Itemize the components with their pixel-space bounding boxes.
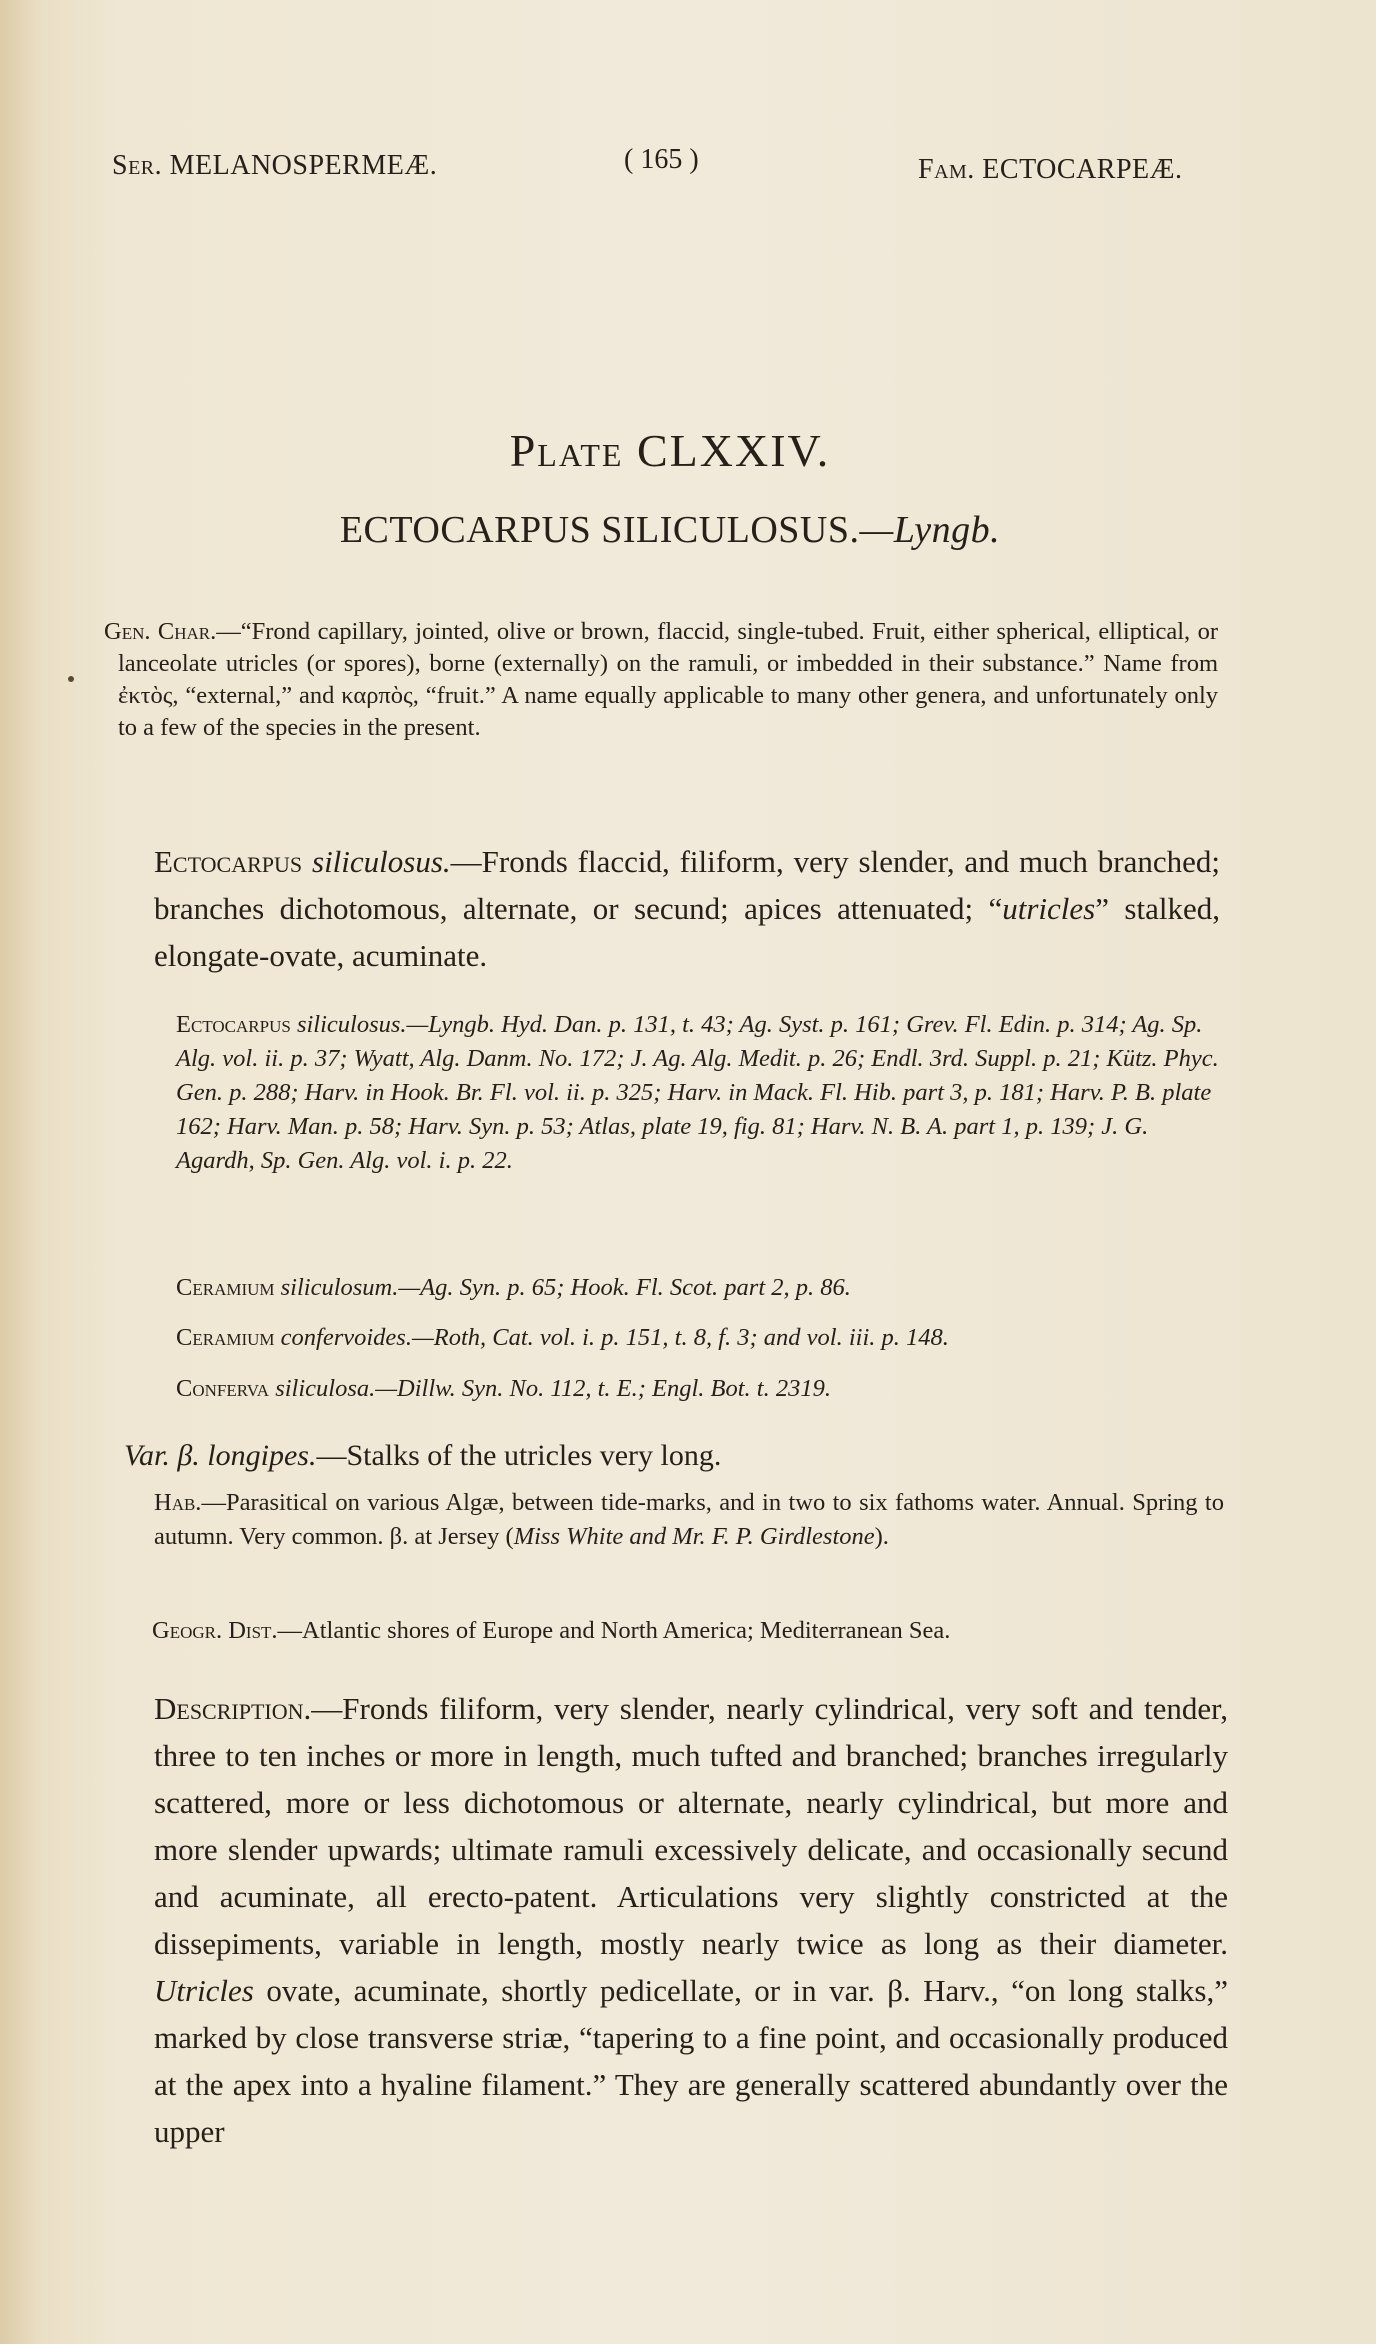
distribution-text: —Atlantic shores of Europe and North America; Mediterranean Sea. [277,1617,951,1644]
description-text-2: ovate, acuminate, shortly pedicellate, or in var. β. Harv., “on long stalks,” marked by close transverse striæ, “tapering to a fine point, and occasionally produced at the apex into a hyaline filament.” They are generally scattered abundantly over the upper [154,1973,1228,2149]
variety-text: —Stalks of the utricles very long. [316,1439,722,1472]
synonym-entry [176,1008,1222,1178]
habitat [124,1486,1224,1554]
habitat-text: —Parasitical on various Algæ, between tide-marks, and in two to six fathoms water. Annual. Spring to autumn. Very common. β. at Jersey ( [154,1489,1224,1550]
distribution-label: Geogr. Dist. [152,1617,278,1644]
geographical-distribution [152,1614,1222,1648]
ink-speck [68,676,74,682]
synonym-entry [176,1321,1222,1355]
running-head-series: Ser. MELANOSPERMEÆ. [112,150,438,181]
diagnosis-text-2: ” stalked, elongate-ovate, acuminate. [154,891,1220,973]
description-label: Description. [154,1691,312,1726]
diagnosis-utricles: utricles [1002,891,1096,926]
species-diagnosis [120,838,1220,979]
variety-label: Var. β. longipes. [124,1439,317,1472]
diagnosis-species: siliculosus. [312,844,451,879]
species-title [0,508,1340,552]
habitat-end: ). [874,1523,889,1550]
synonym-text: confervoides.—Roth, Cat. vol. i. p. 151, t. 8, f. 3; and vol. iii. p. 148. [280,1324,949,1351]
generic-character [104,616,1219,744]
synonym-genus: Ceramium [176,1274,275,1301]
synonym-text: siliculosa.—Dillw. Syn. No. 112, t. E.; Engl. Bot. t. 2319. [275,1375,831,1402]
synonym-text: siliculosum.—Ag. Syn. p. 65; Hook. Fl. Scot. part 2, p. 86. [280,1274,851,1301]
synonym-text: siliculosus.—Lyngb. Hyd. Dan. p. 131, t. 43; Ag. Syst. p. 161; Grev. Fl. Edin. p. 314; Ag. Sp. Alg. vol. ii. p. 37; Wyatt, Alg. Danm. No. 172; J. Ag. Alg. Medit. p. 26; Endl. 3rd. Suppl. p. 21; Kütz. Phyc. Gen. p. 288; Harv. in Hook. Br. Fl. vol. ii. p. 325; Harv. in Mack. Fl. Hib. part 3, p. 181; Harv. P. B. plate 162; Harv. Man. p. 58; Harv. Syn. p. 53; Atlas, plate 19, fig. 81; Harv. N. B. A. part 1, p. 139; J. G. Agardh, Sp. Gen. Alg. vol. i. p. 22. [176,1011,1219,1174]
running-head [0,144,1376,190]
description-utricles: Utricles [154,1973,254,2008]
gen-char-text: —“Frond capillary, jointed, olive or brown, flaccid, single-tubed. Fruit, either spherical, elliptical, or lanceolate utricles (or spores), borne (externally) on the ramuli, or imbedded in their substance.” Name from ἐκτὸς, “external,” and καρπὸς, “fruit.” A name equally applicable to many other genera, and unfortunately only to a few of the species in the present. [118,618,1219,741]
diagnosis-text-1: —Fronds flaccid, filiform, very slender, and much branched; branches dichotomous, alternate, or secund; apices attenuated; “ [154,844,1220,926]
diagnosis-genus: Ectocarpus [154,844,303,879]
variety-note [124,1434,1224,1478]
running-head-family: Fam. ECTOCARPEÆ. [918,154,1183,185]
description [124,1685,1228,2155]
species-author: —Lyngb. [859,509,1001,551]
synonym-genus: Ectocarpus [176,1011,291,1038]
synonym-genus: Ceramium [176,1324,275,1351]
species-name: ECTOCARPUS SILICULOSUS. [339,509,860,551]
page-number: ( 165 ) [624,144,699,175]
synonym-entry [176,1372,1222,1406]
habitat-collectors: Miss White and Mr. F. P. Girdlestone [513,1523,875,1550]
description-text-1: —Fronds filiform, very slender, nearly cylindrical, very soft and tender, three to ten inches or more in length, much tufted and branched; branches irregularly scattered, more or less dichotomous or alternate, nearly cylindrical, but more and more slender upwards; ultimate ramuli excessively delicate, and occasionally secund and acuminate, all erecto-patent. Articulations very slightly constricted at the dissepiments, variable in length, mostly nearly twice as long as their diameter. [154,1691,1228,1961]
synonym-entry [176,1271,1222,1305]
plate-title: Plate CLXXIV. [509,425,831,476]
synonym-genus: Conferva [176,1375,270,1402]
gen-char-label: Gen. Char. [104,618,217,645]
habitat-label: Hab. [154,1489,202,1516]
